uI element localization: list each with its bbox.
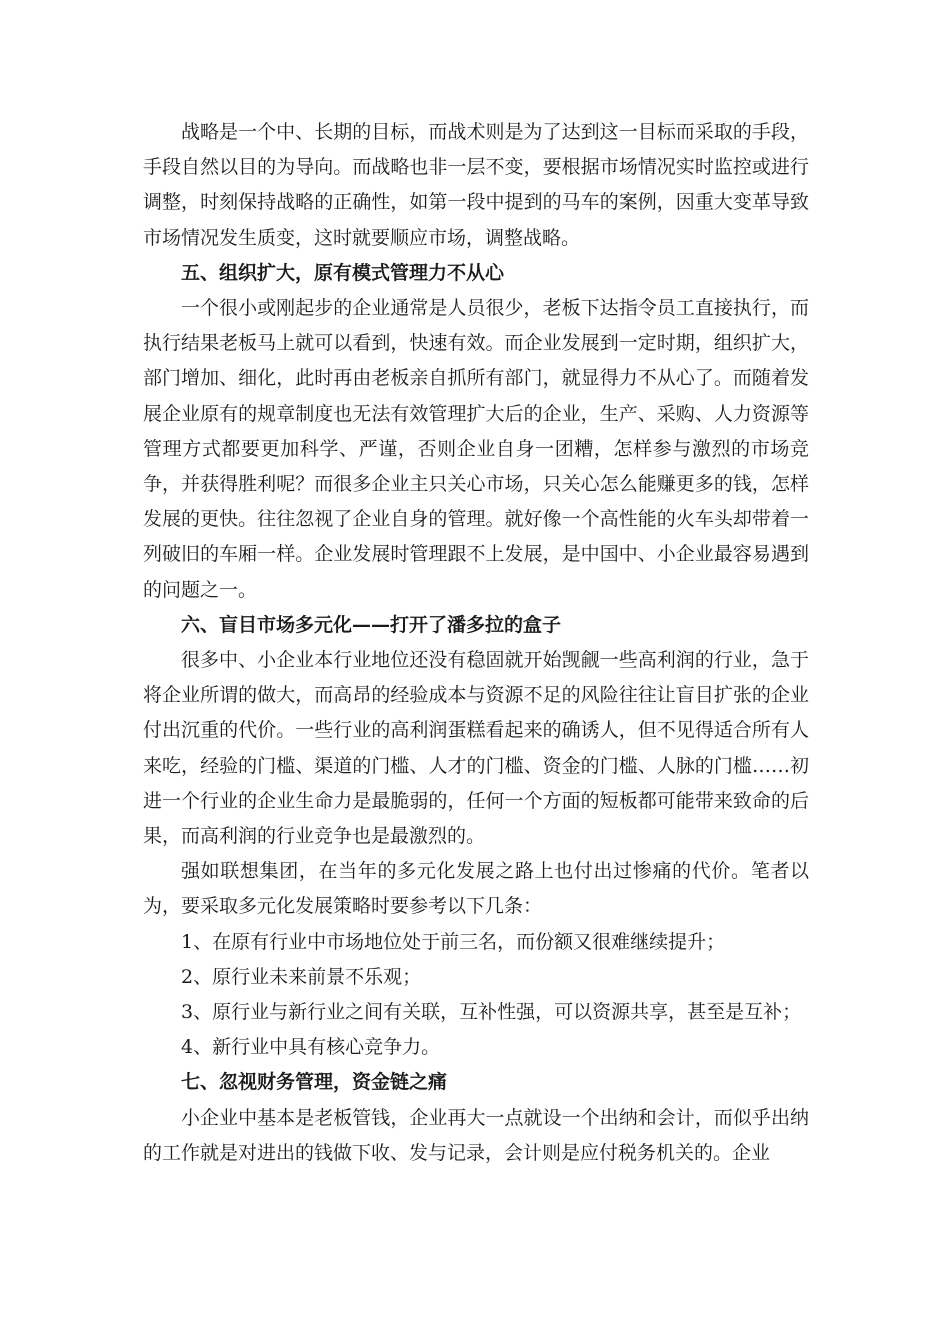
paragraph-organization: 一个很小或刚起步的企业通常是人员很少，老板下达指令员工直接执行，而执行结果老板马上就可以看到，快速有效。而企业发展到一定时期，组织扩大，部门增加、细化，此时再由老板亲自抓所有部门，就显得力不从心了。而随着发展企业原有的规章制度也无法有效管理扩大后的企业，生产、采购、人力资源等管理方式都要更加科学、严谨，否则企业自身一团糟，怎样参与激烈的市场竞争，并获得胜利呢？而很多企业主只关心市场，只关心怎么能赚更多的钱，怎样发展的更快。往往忽视了企业自身的管理。就好像一个高性能的火车头却带着一列破旧的车厢一样。企业发展时管理跟不上发展，是中国中、小企业最容易遇到的问题之一。 [143, 297, 809, 601]
document-body [143, 115, 809, 1171]
section-heading-5: 五、组织扩大，原有模式管理力不从心 [181, 261, 505, 284]
paragraph-strategy: 战略是一个中、长期的目标，而战术则是为了达到这一目标而采取的手段，手段自然以目的为导向。而战略也非一层不变，要根据市场情况实时监控或进行调整，时刻保持战略的正确性，如第一段中提到的马车的案例，因重大变革导致市场情况发生质变，这时就要顺应市场，调整战略。 [143, 121, 809, 249]
list-item-3: 3、原行业与新行业之间有关联，互补性强，可以资源共享，甚至是互补； [181, 1001, 802, 1024]
paragraph-lenovo: 强如联想集团，在当年的多元化发展之路上也付出过惨痛的代价。笔者以为，要采取多元化发展策略时要参考以下几条： [143, 860, 809, 918]
list-item-1: 1、在原有行业中市场地位处于前三名，而份额又很难继续提升； [181, 930, 726, 953]
section-heading-7: 七、忽视财务管理，资金链之痛 [181, 1071, 448, 1094]
section-heading-6: 六、盲目市场多元化——打开了潘多拉的盒子 [181, 613, 562, 636]
paragraph-diversification: 很多中、小企业本行业地位还没有稳固就开始觊觎一些高利润的行业，急于将企业所谓的做大，而高昂的经验成本与资源不足的风险往往让盲目扩张的企业付出沉重的代价。一些行业的高利润蛋糕看起来的确诱人，但不见得适合所有人来吃，经验的门槛、渠道的门槛、人才的门槛、资金的门槛、人脉的门槛……初进一个行业的企业生命力是最脆弱的，任何一个方面的短板都可能带来致命的后果，而高利润的行业竞争也是最激烈的。 [143, 649, 809, 848]
list-item-2: 2、原行业未来前景不乐观； [181, 965, 422, 988]
list-item-4: 4、新行业中具有核心竞争力。 [181, 1036, 441, 1059]
paragraph-finance: 小企业中基本是老板管钱，企业再大一点就设一个出纳和会计，而似乎出纳的工作就是对进出的钱做下收、发与记录，会计则是应付税务机关的。企业 [143, 1106, 809, 1164]
